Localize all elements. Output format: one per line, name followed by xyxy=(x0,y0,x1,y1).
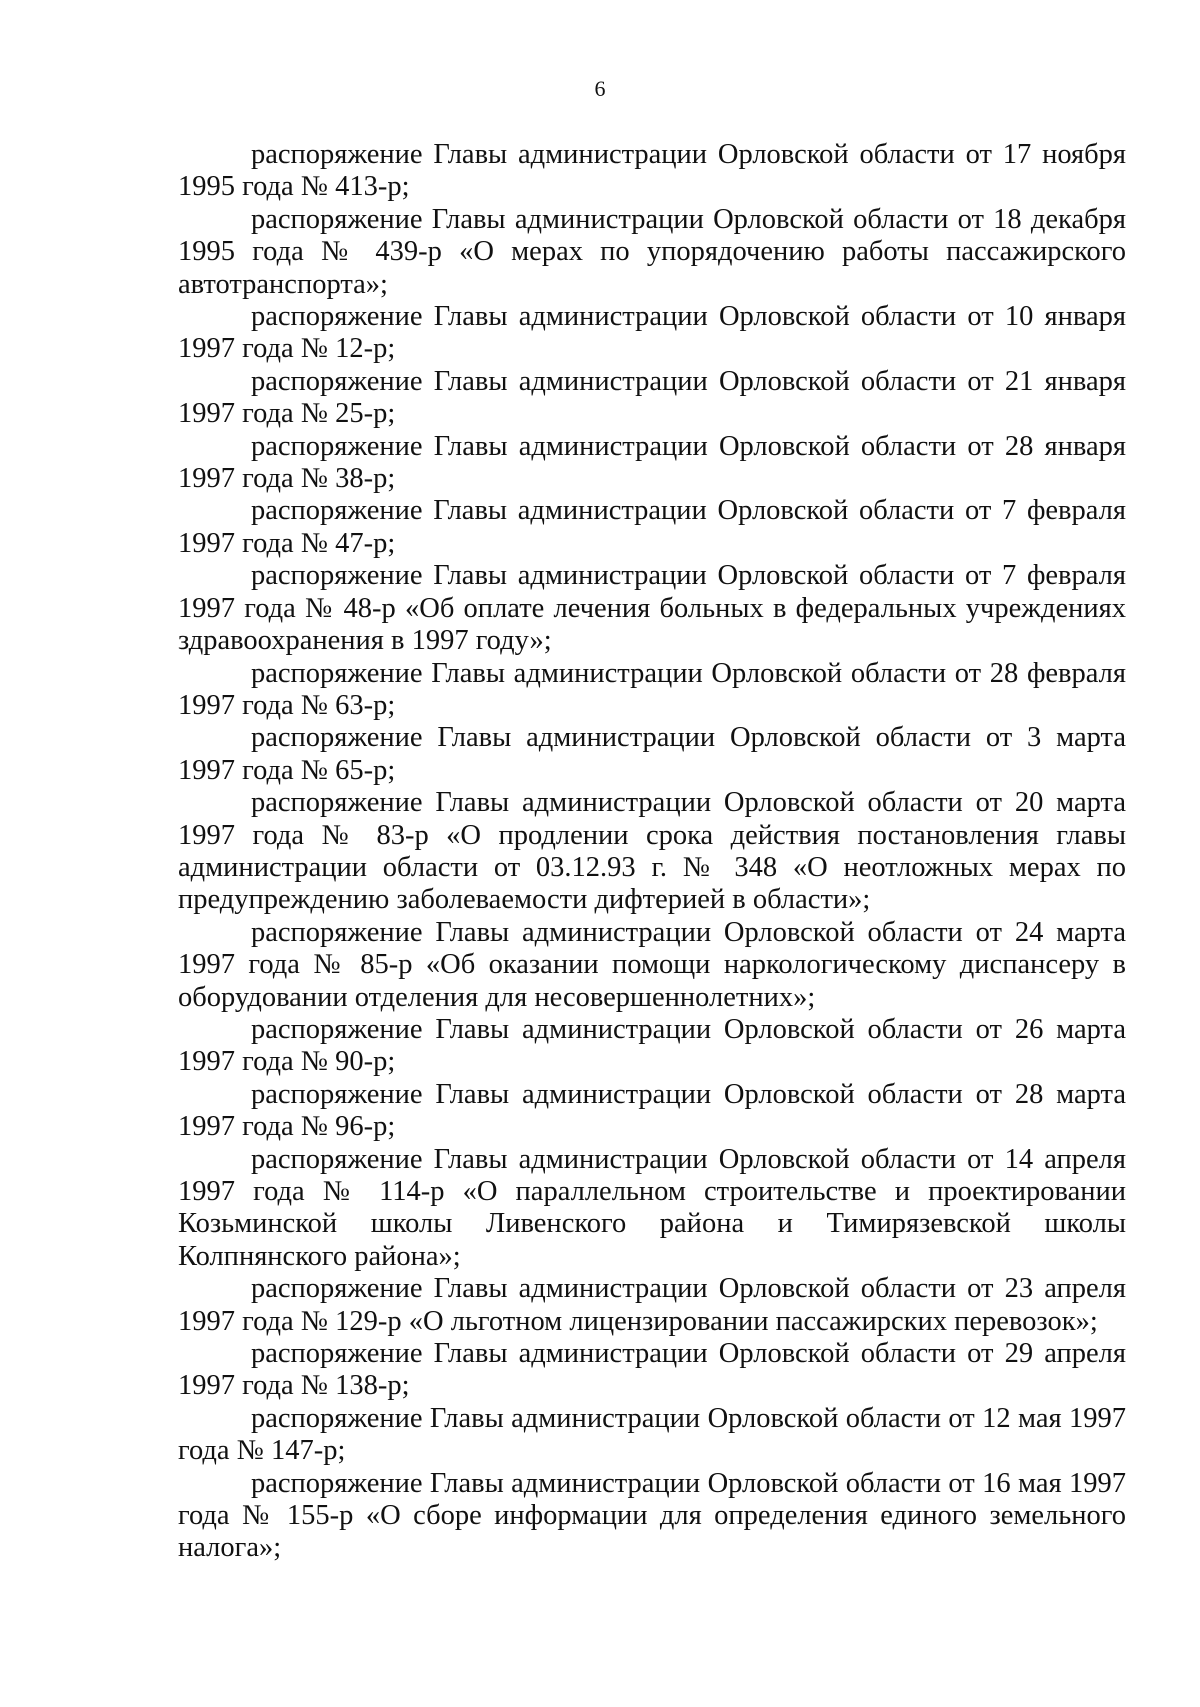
list-item: распоряжение Главы администрации Орловской области от 10 января 1997 года № 12-р; xyxy=(178,301,1126,365)
list-item: распоряжение Главы администрации Орловской области от 23 апреля 1997 года № 129-р «О льготном лицензировании пассажирских перевозок»; xyxy=(178,1273,1126,1337)
list-item: распоряжение Главы администрации Орловской области от 21 января 1997 года № 25-р; xyxy=(178,365,1126,430)
page-number: 6 xyxy=(594,76,606,101)
list-item: распоряжение Главы администрации Орловской области от 16 мая 1997 года № 155-р «О сборе информации для определения единого земельного налога»; xyxy=(178,1467,1126,1564)
list-item: распоряжение Главы администрации Орловской области от 24 марта 1997 года № 85-р «Об оказании помощи наркологическому диспансеру в оборудовании отделения для несовершеннолетних»; xyxy=(178,916,1126,1013)
list-item: распоряжение Главы администрации Орловской области от 20 марта 1997 года № 83-р «О продлении срока действия постановления главы администрации области от 03.12.93 г. № 348 «О неотложных мерах по предупреждению заболеваемости дифтерией в области»; xyxy=(178,787,1126,916)
list-item: распоряжение Главы администрации Орловской области от 12 мая 1997 года № 147-р; xyxy=(178,1402,1126,1467)
list-item: распоряжение Главы администрации Орловской области от 28 февраля 1997 года № 63-р; xyxy=(178,657,1126,721)
list-item: распоряжение Главы администрации Орловской области от 28 марта 1997 года № 96-р; xyxy=(178,1078,1126,1143)
list-item: распоряжение Главы администрации Орловской области от 26 марта 1997 года № 90-р; xyxy=(178,1013,1126,1078)
list-item: распоряжение Главы администрации Орловской области от 7 февраля 1997 года № 48-р «Об оплате лечения больных в федеральных учреждениях здравоохранения в 1997 году»; xyxy=(178,560,1126,657)
list-item: распоряжение Главы администрации Орловской области от 29 апреля 1997 года № 138-р; xyxy=(178,1338,1126,1402)
list-item: распоряжение Главы администрации Орловской области от 17 ноября 1995 года № 413-р; xyxy=(178,139,1126,203)
list-item: распоряжение Главы администрации Орловской области от 14 апреля 1997 года № 114-р «О параллельном строительстве и проектировании Козьминской школы Ливенского района и Тимирязевской школы Колпнянского района»; xyxy=(178,1143,1126,1272)
list-item: распоряжение Главы администрации Орловской области от 7 февраля 1997 года № 47-р; xyxy=(178,495,1126,559)
list-item: распоряжение Главы администрации Орловской области от 3 марта 1997 года № 65-р; xyxy=(178,722,1126,786)
document-body xyxy=(178,139,1126,1565)
list-item: распоряжение Главы администрации Орловской области от 18 декабря 1995 года № 439-р «О мерах по упорядочению работы пассажирского автотранспорта»; xyxy=(178,203,1126,300)
list-item: распоряжение Главы администрации Орловской области от 28 января 1997 года № 38-р; xyxy=(178,430,1126,495)
